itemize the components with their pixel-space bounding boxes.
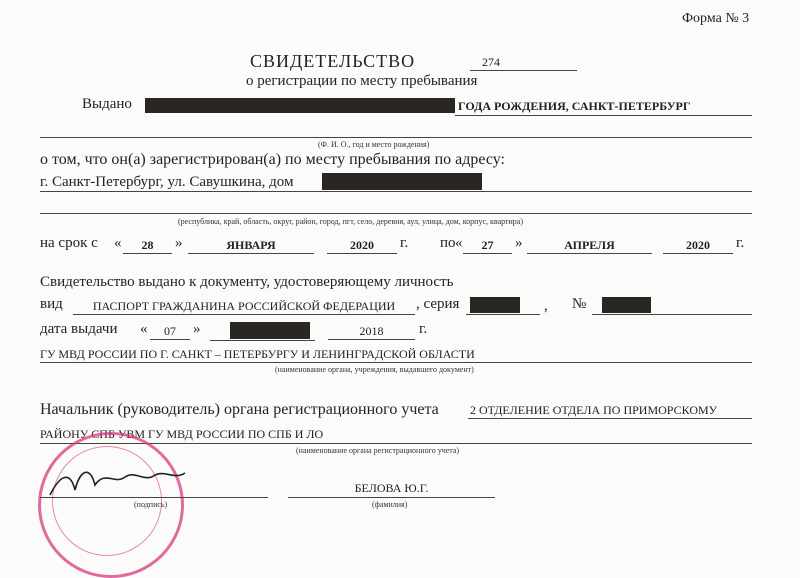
signature-line: [40, 497, 268, 498]
divider: [527, 253, 652, 254]
head-label: Начальник (руководитель) органа регистрационного учета: [40, 401, 439, 418]
divider: [73, 314, 415, 315]
divider: [328, 339, 415, 340]
divider: [470, 70, 577, 71]
divider: [466, 314, 540, 315]
address: г. Санкт-Петербург, ул. Савушкина, дом: [40, 174, 294, 190]
issued-caption: (Ф. И. О., год и место рождения): [318, 140, 430, 149]
from-day: 28: [141, 238, 154, 252]
redaction: [602, 297, 651, 313]
to-day: 27: [481, 238, 494, 252]
divider: [150, 339, 190, 340]
divider: [663, 253, 733, 254]
to-label: по: [440, 235, 456, 251]
quote: «: [114, 235, 122, 251]
issue-year: 2018: [359, 324, 384, 338]
registered-text: о том, что он(а) зарегистрирован(а) по месту пребывания по адресу:: [40, 151, 505, 168]
divider: [40, 362, 752, 363]
quote: »: [193, 321, 201, 337]
document-text: Свидетельство выдано к документу, удостоверяющему личность: [40, 274, 454, 290]
document-subtitle: о регистрации по месту пребывания: [246, 73, 478, 89]
quote: »: [515, 235, 523, 251]
divider: [463, 253, 512, 254]
number-label: №: [572, 296, 587, 312]
redaction: [230, 322, 310, 339]
divider: [188, 253, 314, 254]
issued-value: ГОДА РОЖДЕНИЯ, САНКТ-ПЕТЕРБУРГ: [458, 99, 691, 113]
divider: [468, 418, 752, 419]
divider: [40, 137, 752, 138]
divider: [288, 497, 495, 498]
redaction: [145, 98, 455, 113]
surname-caption: (фамилия): [372, 500, 408, 509]
doc-type-value: ПАСПОРТ ГРАЖДАНИНА РОССИЙСКОЙ ФЕДЕРАЦИИ: [92, 299, 396, 313]
issued-label: Выдано: [82, 96, 132, 112]
divider: [455, 115, 752, 116]
divider: [40, 191, 752, 192]
term-label: на срок с: [40, 235, 98, 251]
document-title: СВИДЕТЕЛЬСТВО: [250, 51, 416, 71]
year-suffix: г.: [419, 321, 428, 337]
divider: [40, 213, 752, 214]
redaction: [470, 297, 520, 313]
form-number: Форма № 3: [682, 11, 750, 26]
divider: [592, 314, 752, 315]
comma: ,: [544, 298, 548, 314]
quote: »: [175, 235, 183, 251]
issue-day: 07: [164, 324, 176, 338]
issue-date-label: дата выдачи: [40, 321, 118, 337]
year-suffix: г.: [736, 235, 745, 251]
from-month: ЯНВАРЯ: [226, 238, 276, 252]
year-suffix: г.: [400, 235, 409, 251]
redaction: [322, 173, 482, 190]
certificate-number: 274: [482, 55, 500, 69]
head-org-caption: (наименование органа регистрационного учета): [296, 446, 460, 455]
divider: [210, 340, 315, 341]
divider: [327, 253, 397, 254]
quote: «: [455, 235, 463, 251]
doc-type-label: вид: [40, 296, 63, 312]
quote: «: [140, 321, 148, 337]
issuer: ГУ МВД РОССИИ ПО Г. САНКТ – ПЕТЕРБУРГУ И ЛЕНИНГРАДСКОЙ ОБЛАСТИ: [40, 347, 475, 361]
address-caption: (республика, край, область, округ, район, город, пгт, село, деревня, аул, улица, дом, корпус, квартира): [178, 217, 524, 226]
head-org-line1: 2 ОТДЕЛЕНИЕ ОТДЕЛА ПО ПРИМОРСКОМУ: [470, 403, 718, 417]
issuer-caption: (наименование органа, учреждения, выдавшего документ): [275, 365, 474, 374]
to-month: АПРЕЛЯ: [564, 238, 615, 252]
surname: БЕЛОВА Ю.Г.: [354, 481, 429, 495]
from-year: 2020: [350, 238, 374, 252]
signature: [45, 465, 195, 505]
head-org-line2: РАЙОНУ СПБ УВМ ГУ МВД РОССИИ ПО СПБ И ЛО: [40, 427, 324, 441]
series-label: , серия: [416, 296, 460, 312]
divider: [123, 253, 172, 254]
signature-caption: (подпись): [134, 500, 168, 509]
to-year: 2020: [686, 238, 710, 252]
